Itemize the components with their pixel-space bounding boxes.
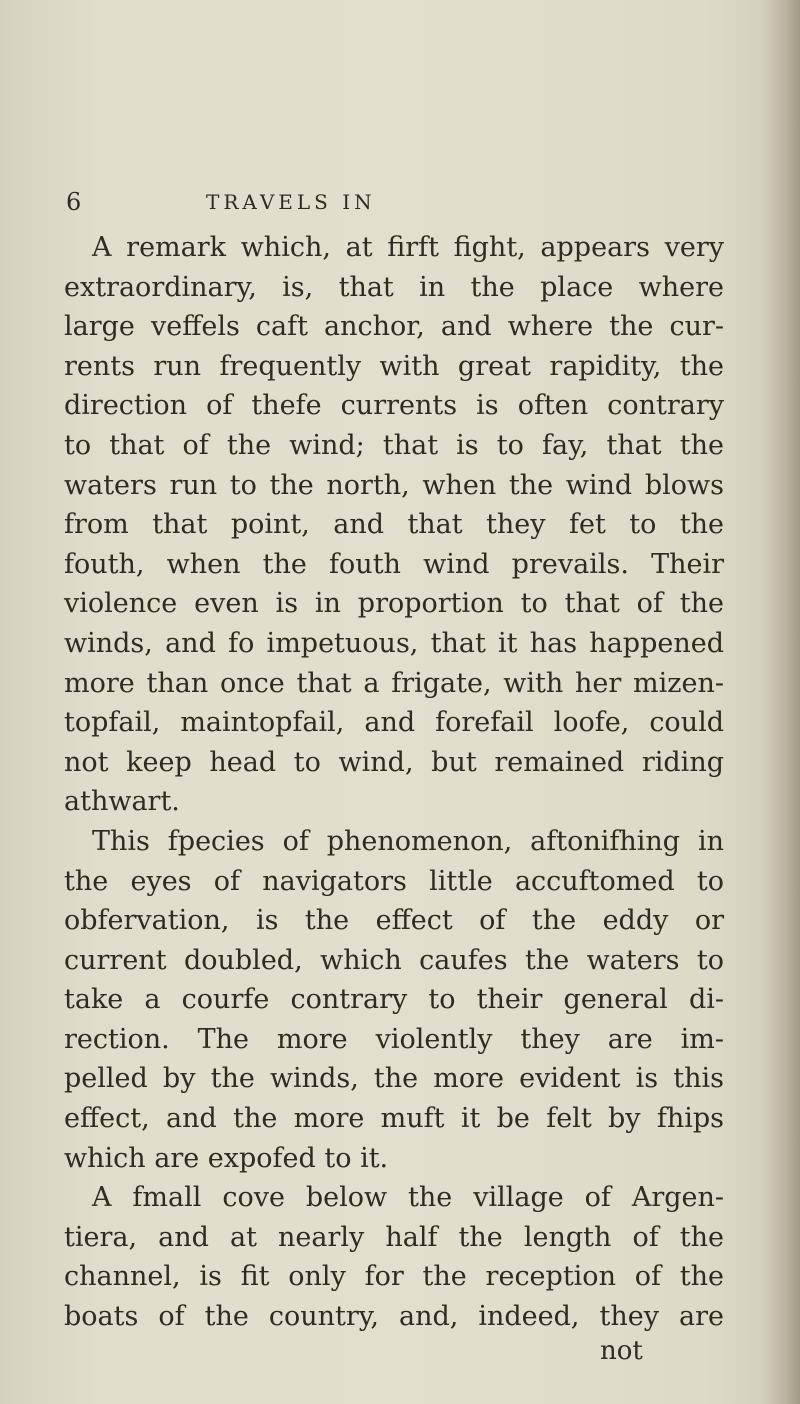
text-line: channel, is fit only for the reception of the xyxy=(64,1261,724,1293)
body-text xyxy=(64,228,724,1337)
text-line: not keep head to wind, but remained riding xyxy=(64,746,724,778)
page-header xyxy=(66,188,706,218)
text-line: topfail, maintopfail, and forefail loofe, could xyxy=(64,707,724,739)
text-line: waters run to the north, when the wind blows xyxy=(64,469,724,501)
text-line: violence even is in proportion to that of the xyxy=(64,588,724,620)
text-line: obfervation, is the effect of the eddy or xyxy=(64,905,724,937)
text-line: large veffels caft anchor, and where the cur- xyxy=(64,311,724,343)
text-line: direction of thefe currents is often contrary xyxy=(64,390,724,422)
text-line: athwart. xyxy=(64,786,180,818)
text-line: rents run frequently with great rapidity, the xyxy=(64,350,724,382)
text-line: tiera, and at nearly half the length of the xyxy=(64,1221,724,1253)
text-line: This fpecies of phenomenon, aftonifhing in xyxy=(92,825,724,857)
page-edge-shadow xyxy=(760,0,800,1404)
page-number: 6 xyxy=(66,188,84,216)
text-line: from that point, and that they fet to the xyxy=(64,509,724,541)
text-line: A fmall cove below the village of Argen- xyxy=(92,1182,724,1214)
text-line: pelled by the winds, the more evident is this xyxy=(64,1063,724,1095)
text-line: to that of the wind; that is to fay, that the xyxy=(64,429,724,461)
text-line: effect, and the more muft it be felt by fhips xyxy=(64,1103,724,1135)
text-line: fouth, when the fouth wind prevails. Their xyxy=(64,548,724,580)
text-line: winds, and fo impetuous, that it has happened xyxy=(64,627,724,659)
text-line: current doubled, which caufes the waters to xyxy=(64,944,724,976)
text-line: more than once that a frigate, with her mizen- xyxy=(64,667,724,699)
catchword: not xyxy=(600,1336,643,1366)
text-line: the eyes of navigators little accuftomed to xyxy=(64,865,724,897)
text-line: boats of the country, and, indeed, they are xyxy=(64,1301,724,1333)
text-line: take a courfe contrary to their general di- xyxy=(64,984,724,1016)
running-head: TRAVELS IN xyxy=(206,190,376,214)
text-line: extraordinary, is, that in the place where xyxy=(64,271,724,303)
text-line: rection. The more violently they are im- xyxy=(64,1023,724,1055)
text-line: which are expofed to it. xyxy=(64,1142,389,1174)
text-line: A remark which, at firft fight, appears very xyxy=(92,232,724,263)
